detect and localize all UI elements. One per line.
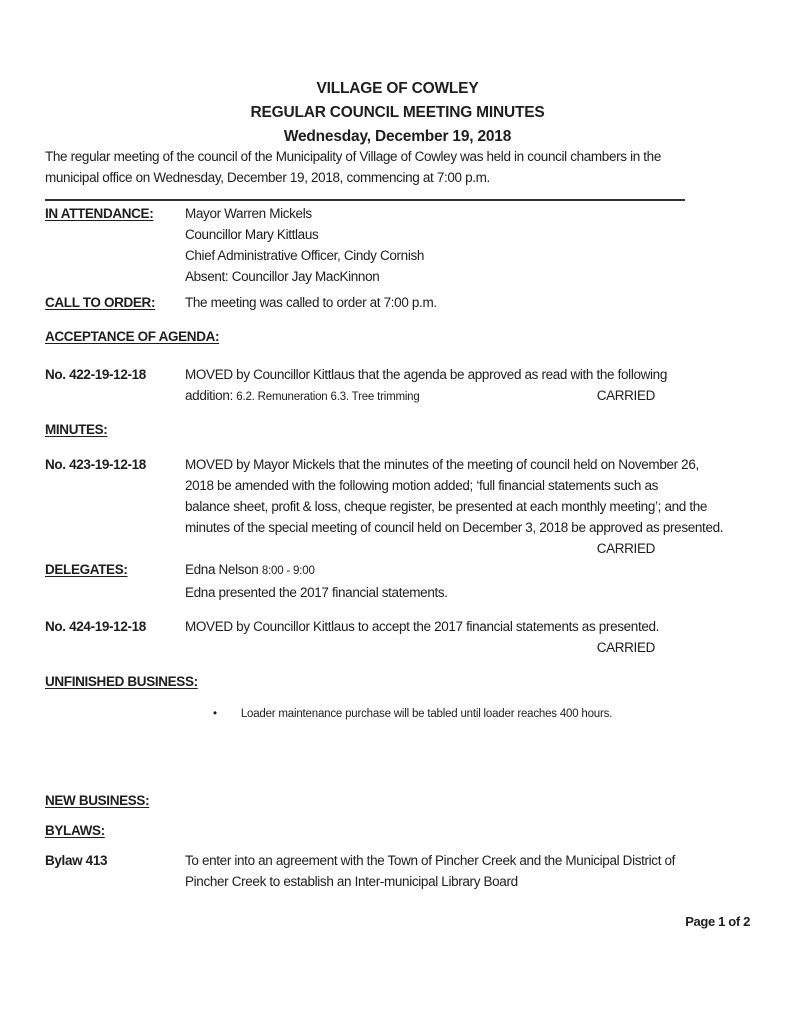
motion-423-row xyxy=(45,454,750,559)
bylaw-text-line: To enter into an agreement with the Town of Pincher Creek and the Municipal District of xyxy=(185,853,676,868)
unfinished-bullet-item xyxy=(213,705,750,723)
attendance-label: IN ATTENDANCE: xyxy=(45,206,154,221)
motion-423-text-line: MOVED by Mayor Mickels that the minutes of the meeting of council held on November 26, xyxy=(185,457,699,472)
motion-424-text-line: MOVED by Councillor Kittlaus to accept the 2017 financial statements as presented. xyxy=(185,619,660,634)
motion-423-number: No. 423-19-12-18 xyxy=(45,457,146,472)
bylaw-413-row xyxy=(45,850,750,892)
page-footer xyxy=(45,912,750,931)
carried-label: CARRIED xyxy=(596,640,655,655)
motion-423-text-line: balance sheet, profit & loss, cheque register, be presented at each monthly meeting’; and the xyxy=(185,499,708,514)
intro-paragraph xyxy=(45,146,750,188)
attendance-list xyxy=(185,203,750,287)
motion-422-row xyxy=(45,364,750,408)
motion-424-row xyxy=(45,616,750,658)
unfinished-business-header: UNFINISHED BUSINESS: xyxy=(45,674,198,689)
page-number: Page 1 of 2 xyxy=(685,914,750,929)
new-business-header: NEW BUSINESS: xyxy=(45,793,150,808)
intro-line: The regular meeting of the council of the Municipality of Village of Cowley was held in council chambers in the xyxy=(45,149,661,164)
delegate-name-line: Edna Nelson 8:00 - 9:00 xyxy=(185,562,315,577)
call-to-order-text: The meeting was called to order at 7:00 p.m. xyxy=(185,295,437,310)
motion-422-text-line: MOVED by Councillor Kittlaus that the agenda be approved as read with the following xyxy=(185,367,667,382)
attendance-line: Councillor Mary Kittlaus xyxy=(185,227,319,242)
motion-422-addition-line xyxy=(185,385,655,408)
section-attendance xyxy=(45,203,750,287)
delegate-summary-line: Edna presented the 2017 financial statements. xyxy=(185,585,448,600)
motion-422-number: No. 422-19-12-18 xyxy=(45,367,146,382)
motion-424-number: No. 424-19-12-18 xyxy=(45,619,146,634)
attendance-line: Chief Administrative Officer, Cindy Cornish xyxy=(185,248,425,263)
bylaw-text-line: Pincher Creek to establish an Inter-municipal Library Board xyxy=(185,874,518,889)
attendance-line: Mayor Warren Mickels xyxy=(185,206,312,221)
motion-423-text-line: minutes of the special meeting of council held on December 3, 2018 be approved as presented. xyxy=(185,520,724,535)
doc-title-line-2: REGULAR COUNCIL MEETING MINUTES xyxy=(250,104,545,121)
bylaw-number: Bylaw 413 xyxy=(45,853,108,868)
minutes-header: MINUTES: xyxy=(45,422,108,437)
carried-label: CARRIED xyxy=(596,388,655,403)
delegates-label: DELEGATES: xyxy=(45,562,128,577)
carried-label: CARRIED xyxy=(596,541,655,556)
addition-text: addition: 6.2. Remuneration 6.3. Tree trimming xyxy=(185,388,420,403)
bylaws-header: BYLAWS: xyxy=(45,823,105,838)
bullet-icon: • xyxy=(213,708,217,720)
section-call-to-order xyxy=(45,292,750,313)
attendance-line: Absent: Councillor Jay MacKinnon xyxy=(185,269,380,284)
acceptance-of-agenda-header: ACCEPTANCE OF AGENDA: xyxy=(45,329,220,344)
doc-title-line-1: VILLAGE OF COWLEY xyxy=(316,80,479,97)
bullet-text: Loader maintenance purchase will be tabled until loader reaches 400 hours. xyxy=(240,708,613,720)
motion-423-text-line: 2018 be amended with the following motion added; ‘full financial statements such as xyxy=(185,478,659,493)
doc-title-line-3: Wednesday, December 19, 2018 xyxy=(283,128,512,145)
delegate-time-small-text: 8:00 - 9:00 xyxy=(261,565,315,577)
call-to-order-label: CALL TO ORDER: xyxy=(45,295,156,310)
intro-line: municipal office on Wednesday, December 19, 2018, commencing at 7:00 p.m. xyxy=(45,170,490,185)
addition-items-small-text: 6.2. Remuneration 6.3. Tree trimming xyxy=(236,391,420,403)
section-delegates xyxy=(45,559,750,603)
divider-rule xyxy=(45,199,685,201)
